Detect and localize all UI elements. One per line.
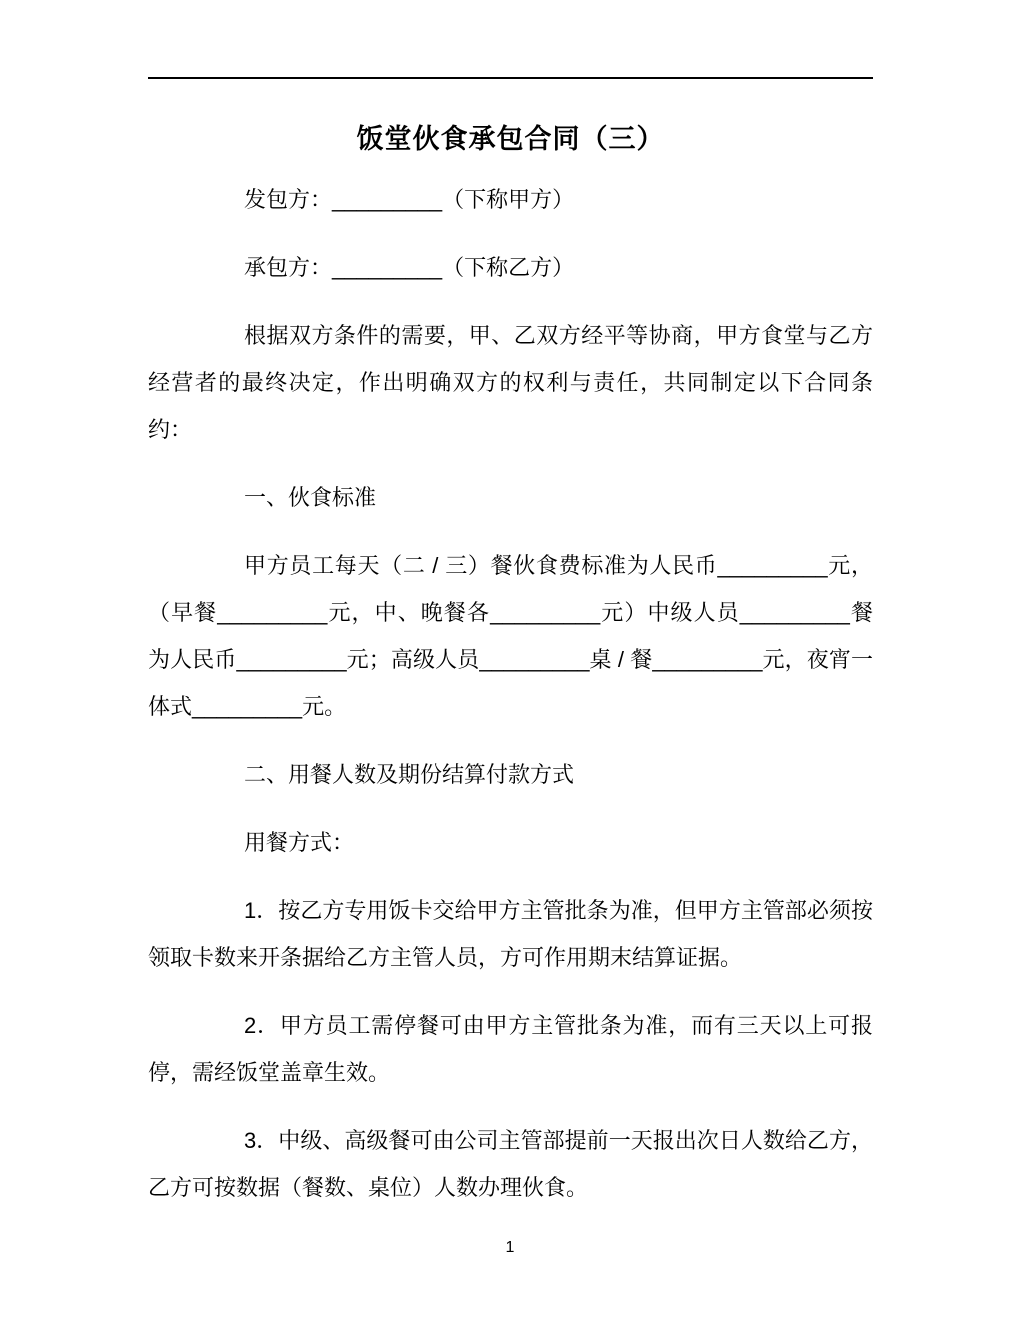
clause-1-paragraph: 1．按乙方专用饭卡交给甲方主管批条为准，但甲方主管部必须按领取卡数来开条据给乙方主管人员，方可作用期末结算证据。 bbox=[148, 898, 873, 970]
section-2-heading: 二、用餐人数及期份结算付款方式 bbox=[244, 762, 575, 787]
party-b-line: 承包方：_________（下称乙方） bbox=[244, 255, 575, 280]
meal-method-label: 用餐方式： bbox=[244, 830, 355, 855]
header-rule bbox=[148, 77, 873, 79]
preamble-paragraph: 根据双方条件的需要，甲、乙双方经平等协商，甲方食堂与乙方经营者的最终决定，作出明确双方的权利与责任，共同制定以下合同条约： bbox=[148, 323, 873, 442]
party-a-line: 发包方：_________（下称甲方） bbox=[244, 187, 575, 212]
section-1-heading: 一、伙食标准 bbox=[244, 485, 377, 510]
clause-3-paragraph: 3．中级、高级餐可由公司主管部提前一天报出次日人数给乙方，乙方可按数据（餐数、桌位）人数办理伙食。 bbox=[148, 1128, 873, 1200]
page-number: 1 bbox=[505, 1239, 515, 1256]
meal-standard-paragraph: 甲方员工每天（二 / 三）餐伙食费标准为人民币_________元，（早餐_________元，中、晚餐各_________元）中级人员_________餐为人民币_________元；高级人员_________桌 / 餐_________元，夜宵一体式_________元。 bbox=[148, 553, 873, 719]
document-content bbox=[0, 77, 1020, 1211]
document-title: 饭堂伙食承包合同（三） bbox=[356, 124, 665, 154]
clause-2-paragraph: 2．甲方员工需停餐可由甲方主管批条为准，而有三天以上可报停，需经饭堂盖章生效。 bbox=[148, 1013, 873, 1085]
